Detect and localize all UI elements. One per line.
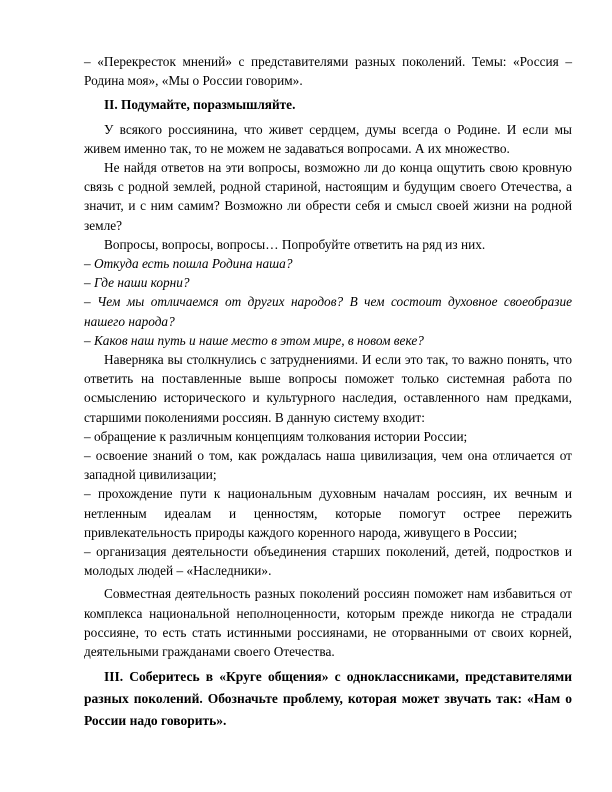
question-2: – Где наши корни? (84, 275, 190, 291)
paragraph-questions-context: Не найдя ответов на эти вопросы, возможно ли до конца ощутить свою кровную связь с родной землей, родной стариной, настоящим и будущим своего Отечества, а значит, и с ним самим? Возможно ли обрести себя и смысл своей жизни на родной земле? (84, 160, 572, 233)
question-4: – Каков наш путь и наше место в этом мире, в новом веке? (84, 332, 424, 348)
document-page (84, 52, 572, 732)
paragraph-joint-activity: Совместная деятельность разных поколений россиян поможет нам избавиться от комплекса национальной неполноценности, которым прежде никогда не страдали россияне, то есть стать истинными россиянами, не оторванными от своих корней, деятельными гражданами своего Отечества. (84, 586, 572, 660)
list-item-2: – освоение знаний о том, как рождалась наша цивилизация, чем она отличается от западной цивилизации; (84, 448, 572, 483)
list-item-3: – прохождение пути к национальным духовным началам россиян, их вечным и нетленным идеалам и ценностям, которые помогут острее пережить привлекательность природы каждого коренного народа, живущего в России; (84, 486, 572, 540)
paragraph-intro: У всякого россиянина, что живет сердцем, думы всегда о Родине. И если мы живем именно так, то не можем не задаваться вопросами. А их множество. (84, 121, 572, 156)
section-heading-2: II. Подумайте, поразмышляйте. (104, 97, 296, 113)
section-heading-3: III. Соберитесь в «Круге общения» с одноклассниками, представителями разных поколений. Обозначьте проблему, которая может звучать так: «Нам о России надо говорить». (84, 669, 572, 729)
paragraph-questions-lead: Вопросы, вопросы, вопросы… Попробуйте ответить на ряд из них. (104, 236, 486, 252)
question-3: – Чем мы отличаемся от других народов? В чем состоит духовное своеобразие нашего народа? (84, 294, 572, 329)
paragraph-system-work: Наверняка вы столкнулись с затруднениями. И если это так, то важно понять, что ответить на поставленные выше вопросы поможет только системная работа по осмыслению исторического и культурного наследия, оставленного нам предками, старшими поколениями россиян. В данную систему входит: (84, 352, 572, 425)
list-item-1: – обращение к различным концепциям толкования истории России; (84, 428, 468, 444)
paragraph-crossroads: – «Перекресток мнений» с представителями разных поколений. Темы: «Россия – Родина моя», «Мы о России говорим». (84, 54, 572, 89)
list-item-4: – организация деятельности объединения старших поколений, детей, подростков и молодых людей – «Наследники». (84, 544, 572, 579)
question-1: – Откуда есть пошла Родина наша? (84, 256, 293, 272)
